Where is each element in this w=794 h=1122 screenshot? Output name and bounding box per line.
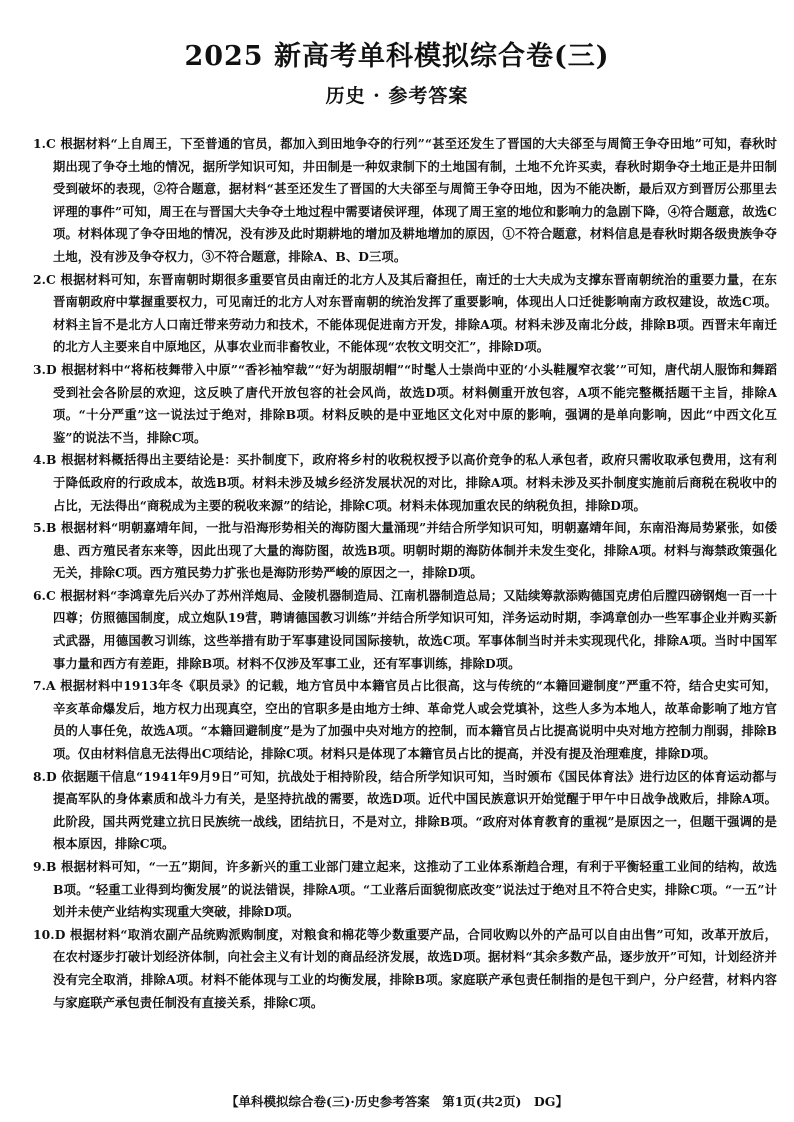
answer-number: 2.C bbox=[33, 271, 56, 287]
answer-item-10 bbox=[33, 924, 777, 1014]
answer-item-8 bbox=[33, 766, 777, 856]
answer-explanation: 根据材料可知，东晋南朝时期很多重要官员由南迁的北方人及其后裔担任，南迁的士大夫成为支撑东晋南朝统治的重要力量，在东晋南朝政府中掌握重要权力，可见南迁的北方人对东晋南朝的统治发挥了重要影响，体现出人口迁徙影响南方政权建设，故选C项。材料主旨不是北方人口南迁带来劳动力和技术，不能体现促进南方开发，排除A项。材料未涉及南北分歧，排除B项。西晋末年南迁的北方人主要来自中原地区，从事农业而非畜牧业，不能体现“农牧文明交汇”，排除D项。 bbox=[53, 271, 777, 355]
answer-explanation: 依据题干信息“1941年9月9日”可知，抗战处于相持阶段，结合所学知识可知，当时颁布《国民体育法》进行边区的体育运动都与提高军队的身体素质和战斗力有关，是坚持抗战的需要，故选D项。近代中国民族意识开始觉醒于甲午中日战争战败后，排除A项。此阶段，国共两党建立抗日民族统一战线，团结抗日，不是对立，排除B项。“政府对体育教育的重视”是原因之一，但题干强调的是根本原因，排除C项。 bbox=[53, 768, 777, 852]
answer-item-2 bbox=[33, 269, 777, 359]
answer-number: 5.B bbox=[33, 520, 57, 536]
answer-item-7 bbox=[33, 675, 777, 765]
answer-number: 1.C bbox=[33, 136, 56, 151]
answer-number: 6.C bbox=[33, 587, 56, 603]
answer-number: 3.D bbox=[33, 361, 57, 377]
answer-list bbox=[33, 133, 777, 1014]
answer-item-3 bbox=[33, 359, 777, 449]
answer-item-9 bbox=[33, 856, 777, 924]
answer-explanation: 根据材料可知，“一五”期间，许多新兴的重工业部门建立起来，这推动了工业体系渐趋合理，有利于平衡轻重工业间的结构，故选B项。“轻重工业得到均衡发展”的说法错误，排除A项。“工业落后面貌彻底改变”说法过于绝对且不符合史实，排除C项。“一五”计划并未使产业结构实现重大突破，排除D项。 bbox=[53, 859, 777, 920]
answer-item-4 bbox=[33, 449, 777, 517]
page-footer: 【单科模拟综合卷(三)·历史参考答案 第1页(共2页) DG】 bbox=[226, 1094, 568, 1109]
answer-explanation: 根据材料概括得出主要结论是：买扑制度下，政府将乡村的收税权授予以高价竞争的私人承包者，政府只需收取承包费用，这有利于降低政府的行政成本，故选B项。材料未涉及城乡经济发展状况的对比，排除A项。材料未涉及买扑制度实施前后商税在税收中的占比，无法得出“商税成为主要的税收来源”的结论，排除C项。材料未体现加重农民的纳税负担，排除D项。 bbox=[53, 452, 778, 513]
answer-item-5 bbox=[33, 517, 777, 585]
answer-explanation: 根据材料“明朝嘉靖年间，一批与沿海形势相关的海防图大量涌现”并结合所学知识可知，明朝嘉靖年间，东南沿海局势紧张，如倭患、西方殖民者东来等，因此出现了大量的海防图，故选B项。明朝时期的海防体制并未发生变化，排除A项。材料与海禁政策强化无关，排除C项。西方殖民势力扩张也是海防形势严峻的原因之一，排除D项。 bbox=[53, 520, 777, 581]
answer-item-1 bbox=[33, 133, 777, 269]
answer-explanation: 根据材料中“将柘枝舞带入中原”“香衫袖窄裁”“好为胡服胡帽”“时髦人士崇尚中亚的‘小头鞋履窄衣裳’”可知，唐代胡人服饰和舞蹈受到社会各阶层的欢迎，这反映了唐代开放包容的社会风尚，故选D项。材料侧重开放包容，A项不能完整概括题干主旨，排除A项。“十分严重”这一说法过于绝对，排除B项。材料反映的是中亚地区文化对中原的影响，强调的是单向影响，因此“中西文化互鉴”的说法不当，排除C项。 bbox=[53, 361, 777, 445]
answer-number: 9.B bbox=[33, 859, 57, 874]
answer-item-6 bbox=[33, 585, 777, 675]
answer-explanation: 根据材料“取消农副产品统购派购制度，对粮食和棉花等少数重要产品，合同收购以外的产品可以自由出售”可知，改革开放后，在农村逐步打破计划经济体制，向社会主义有计划的商品经济发展，故选D项。据材料“其余多数产品，逐步放开”可知，计划经济并没有完全取消，排除A项。材料不能体现与工业的均衡发展，排除B项。家庭联产承包责任制指的是包干到户，分户经营，材料内容与家庭联产承包责任制没有直接关系，排除C项。 bbox=[53, 926, 777, 1010]
answer-number: 7.A bbox=[33, 678, 56, 694]
page-subtitle: 历史 · 参考答案 bbox=[325, 85, 469, 107]
answer-explanation: 根据材料中1913年冬《职员录》的记载，地方官员中本籍官员占比很高，这与传统的“本籍回避制度”严重不符，结合史实可知，辛亥革命爆发后，地方权力出现真空，空出的官职多是由地方士绅、革命党人或会党填补，这些人多为本地人，故革命影响了地方官员的人事任免，故选A项。“本籍回避制度”是为了加强中央对地方的控制，而本籍官员占比提高说明中央对地方控制力削弱，排除B项。仅由材料信息无法得出C项结论，排除C项。材料只是体现了本籍官员占比的提高，并没有提及治理难度，排除D项。 bbox=[53, 678, 777, 762]
answer-number: 10.D bbox=[33, 926, 66, 942]
answer-number: 4.B bbox=[33, 452, 57, 468]
answer-explanation: 根据材料“李鸿章先后兴办了苏州洋炮局、金陵机器制造局、江南机器制造总局；又陆续筹款添购德国克虏伯后膛四磅钢炮一百一十四尊；仿照德国制度，成立炮队19营，聘请德国教习训练”并结合所学知识可知，洋务运动时期，李鸿章创办一些军事企业并购买新式武器，用德国教习训练，这些举措有助于军事建设同国际接轨，故选C项。军事体制当时并未实现现代化，排除A项。当时中国军事力量和西方有差距，排除B项。材料不仅涉及军事工业，还有军事训练，排除D项。 bbox=[53, 587, 777, 671]
page-title: 2025 新高考单科模拟综合卷(三) bbox=[184, 41, 610, 72]
answer-explanation: 根据材料“上自周王，下至普通的官员，都加入到田地争夺的行列”“甚至还发生了晋国的大夫郤至与周简王争夺田地”可知，春秋时期出现了争夺土地的情况，据所学知识可知，井田制是一种奴隶制下的土地国有制，土地不允许买卖，春秋时期争夺土地正是井田制受到破坏的表现，②符合题意，据材料“甚至还发生了晋国的大夫郤至与周简王争夺田地，因为不能决断，最后双方到晋厉公那里去评理的事件”可知，周王在与晋国大夫争夺土地过程中需要诸侯评理，体现了周王室的地位和影响力的急剧下降，④符合题意，故选C项。材料体现了争夺田地的情况，没有涉及此时期耕地的增加及耕地增加的原因，①不符合题意，材料信息是春秋时期各级贵族争夺土地，没有涉及争夺权力，③不符合题意，排除A、B、D三项。 bbox=[53, 136, 777, 264]
answer-number: 8.D bbox=[33, 768, 57, 784]
